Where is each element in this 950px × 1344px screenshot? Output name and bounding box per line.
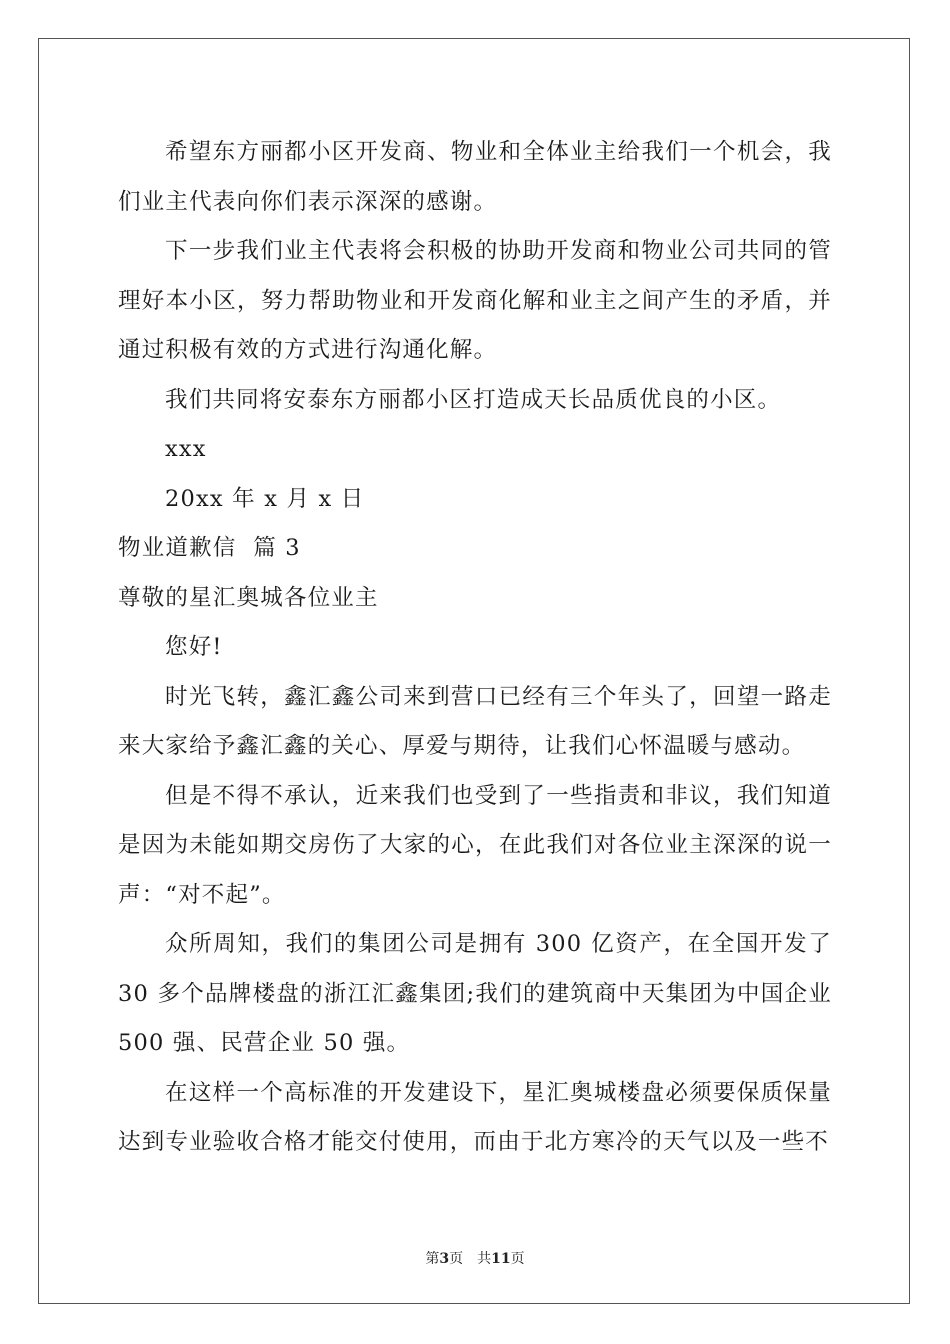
page-footer xyxy=(0,1248,950,1268)
section-heading: 物业道歉信 篇 3 xyxy=(118,535,301,561)
paragraph-apology: 但是不得不承认，近来我们也受到了一些指责和非议，我们知道是因为未能如期交房伤了大家的心，在此我们对各位业主深深的说一声：“对不起”。 xyxy=(118,782,832,908)
page-number: 3 xyxy=(439,1251,450,1267)
greeting: 您好! xyxy=(165,634,223,660)
salutation: 尊敬的星汇奥城各位业主 xyxy=(118,584,379,611)
total-pages: 11 xyxy=(491,1251,511,1267)
total-prefix: 共 xyxy=(477,1251,492,1267)
paragraph-next-steps: 下一步我们业主代表将会积极的协助开发商和物业公司共同的管理好本小区，努力帮助物业和开发商化解和业主之间产生的矛盾，并通过积极有效的方式进行沟通化解。 xyxy=(118,238,832,363)
paragraph-group-intro: 众所周知，我们的集团公司是拥有 300 亿资产，在全国开发了 30 多个品牌楼盘的浙江汇鑫集团;我们的建筑商中天集团为中国企业 500 强、民营企业 50 强。 xyxy=(118,931,832,1056)
total-suffix: 页 xyxy=(510,1251,525,1267)
page-suffix: 页 xyxy=(449,1251,464,1267)
paragraph-goal: 我们共同将安泰东方丽都小区打造成天长品质优良的小区。 xyxy=(165,386,782,413)
signature: xxx xyxy=(165,436,207,462)
document-body xyxy=(118,128,832,1168)
paragraph-time-flies: 时光飞转，鑫汇鑫公司来到营口已经有三个年头了，回望一路走来大家给予鑫汇鑫的关心、厚爱与期待，让我们心怀温暖与感动。 xyxy=(118,683,832,759)
date-line: 20xx 年 x 月 x 日 xyxy=(165,485,365,512)
paragraph-standards: 在这样一个高标准的开发建设下，星汇奥城楼盘必须要保质保量达到专业验收合格才能交付使用，而由于北方寒冷的天气以及一些不 xyxy=(118,1079,832,1155)
page-prefix: 第 xyxy=(425,1251,440,1267)
paragraph-gratitude: 希望东方丽都小区开发商、物业和全体业主给我们一个机会，我们业主代表向你们表示深深的感谢。 xyxy=(118,139,832,215)
